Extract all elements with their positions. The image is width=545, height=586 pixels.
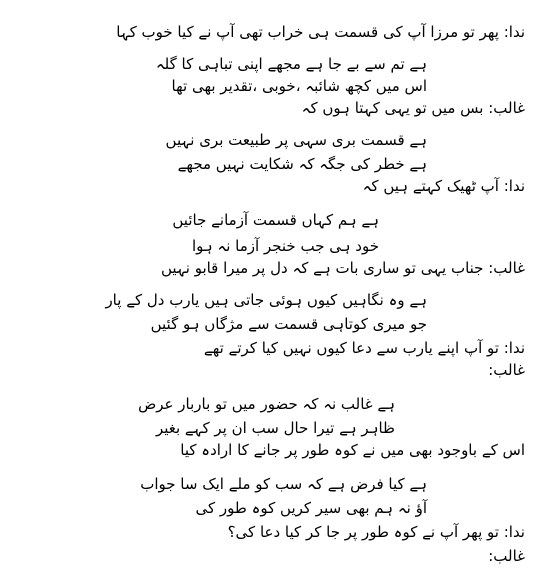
- dialogue-line-ghalib: غالب: جناب یہی تو ساری بات ہے کہ دل پر میرا قابو نہیں: [161, 259, 525, 277]
- verse-line: آؤ نہ ہم بھی سیر کریں کوہ طور کی: [195, 499, 427, 517]
- dialogue-line-nida: ندا: تو پھر آپ نے کوہ طور پر جا کر کیا دعا کی؟: [227, 523, 525, 541]
- verse-line: ظاہر ہے تیرا حال سب ان پر کہے بغیر: [155, 419, 395, 437]
- dialogue-line-ghalib: غالب: بس میں تو یہی کہتا ہوں کہ: [301, 99, 525, 117]
- verse-line: ہے غالب نہ کہ حضور میں تو باربار عرض: [138, 395, 395, 413]
- verse-line: اس میں کچھ شائبہ ،خوبی ،تقدیر بھی تھا: [171, 77, 427, 95]
- dialogue-line-nida: ندا: پھر تو مرزا آپ کی قسمت ہی خراب تھی آپ نے کیا خوب کہا: [116, 23, 525, 41]
- speaker-label-ghalib: غالب:: [488, 361, 525, 379]
- dialogue-line-nida: ندا: تو آپ اپنے یارب سے دعا کیوں نہیں کیا کرتے تھے: [203, 339, 525, 357]
- verse-line: ہے وہ نگاہیں کیوں ہوئی جاتی ہیں یارب دل کے پار: [105, 291, 427, 309]
- verse-line: ہے تم سے بے جا ہے مجھے اپنی تباہی کا گلہ: [155, 55, 427, 73]
- verse-line: ہے کیا فرض ہے کہ سب کو ملے ایک سا جواب: [140, 475, 427, 493]
- verse-line: خود ہی جب خنجر آزما نہ ہوا: [191, 237, 379, 255]
- verse-line: ہے قسمت بری سہی پر طبیعت بری نہیں: [165, 131, 427, 149]
- prose-line: اس کے باوجود بھی میں نے کوہ طور پر جانے کا ارادہ کیا: [180, 441, 525, 459]
- verse-line: جو میری کوتاہی قسمت سے مژگاں ہو گئیں: [150, 315, 427, 333]
- speaker-label-ghalib: غالب:: [488, 547, 525, 565]
- verse-line: ہے خطر کی جگہ کہ شکایت نہیں مجھے: [177, 155, 427, 173]
- dialogue-line-nida: ندا: آپ ٹھیک کہتے ہیں کہ: [362, 177, 525, 195]
- verse-line: ہے ہم کہاں قسمت آزمانے جائیں: [172, 211, 379, 229]
